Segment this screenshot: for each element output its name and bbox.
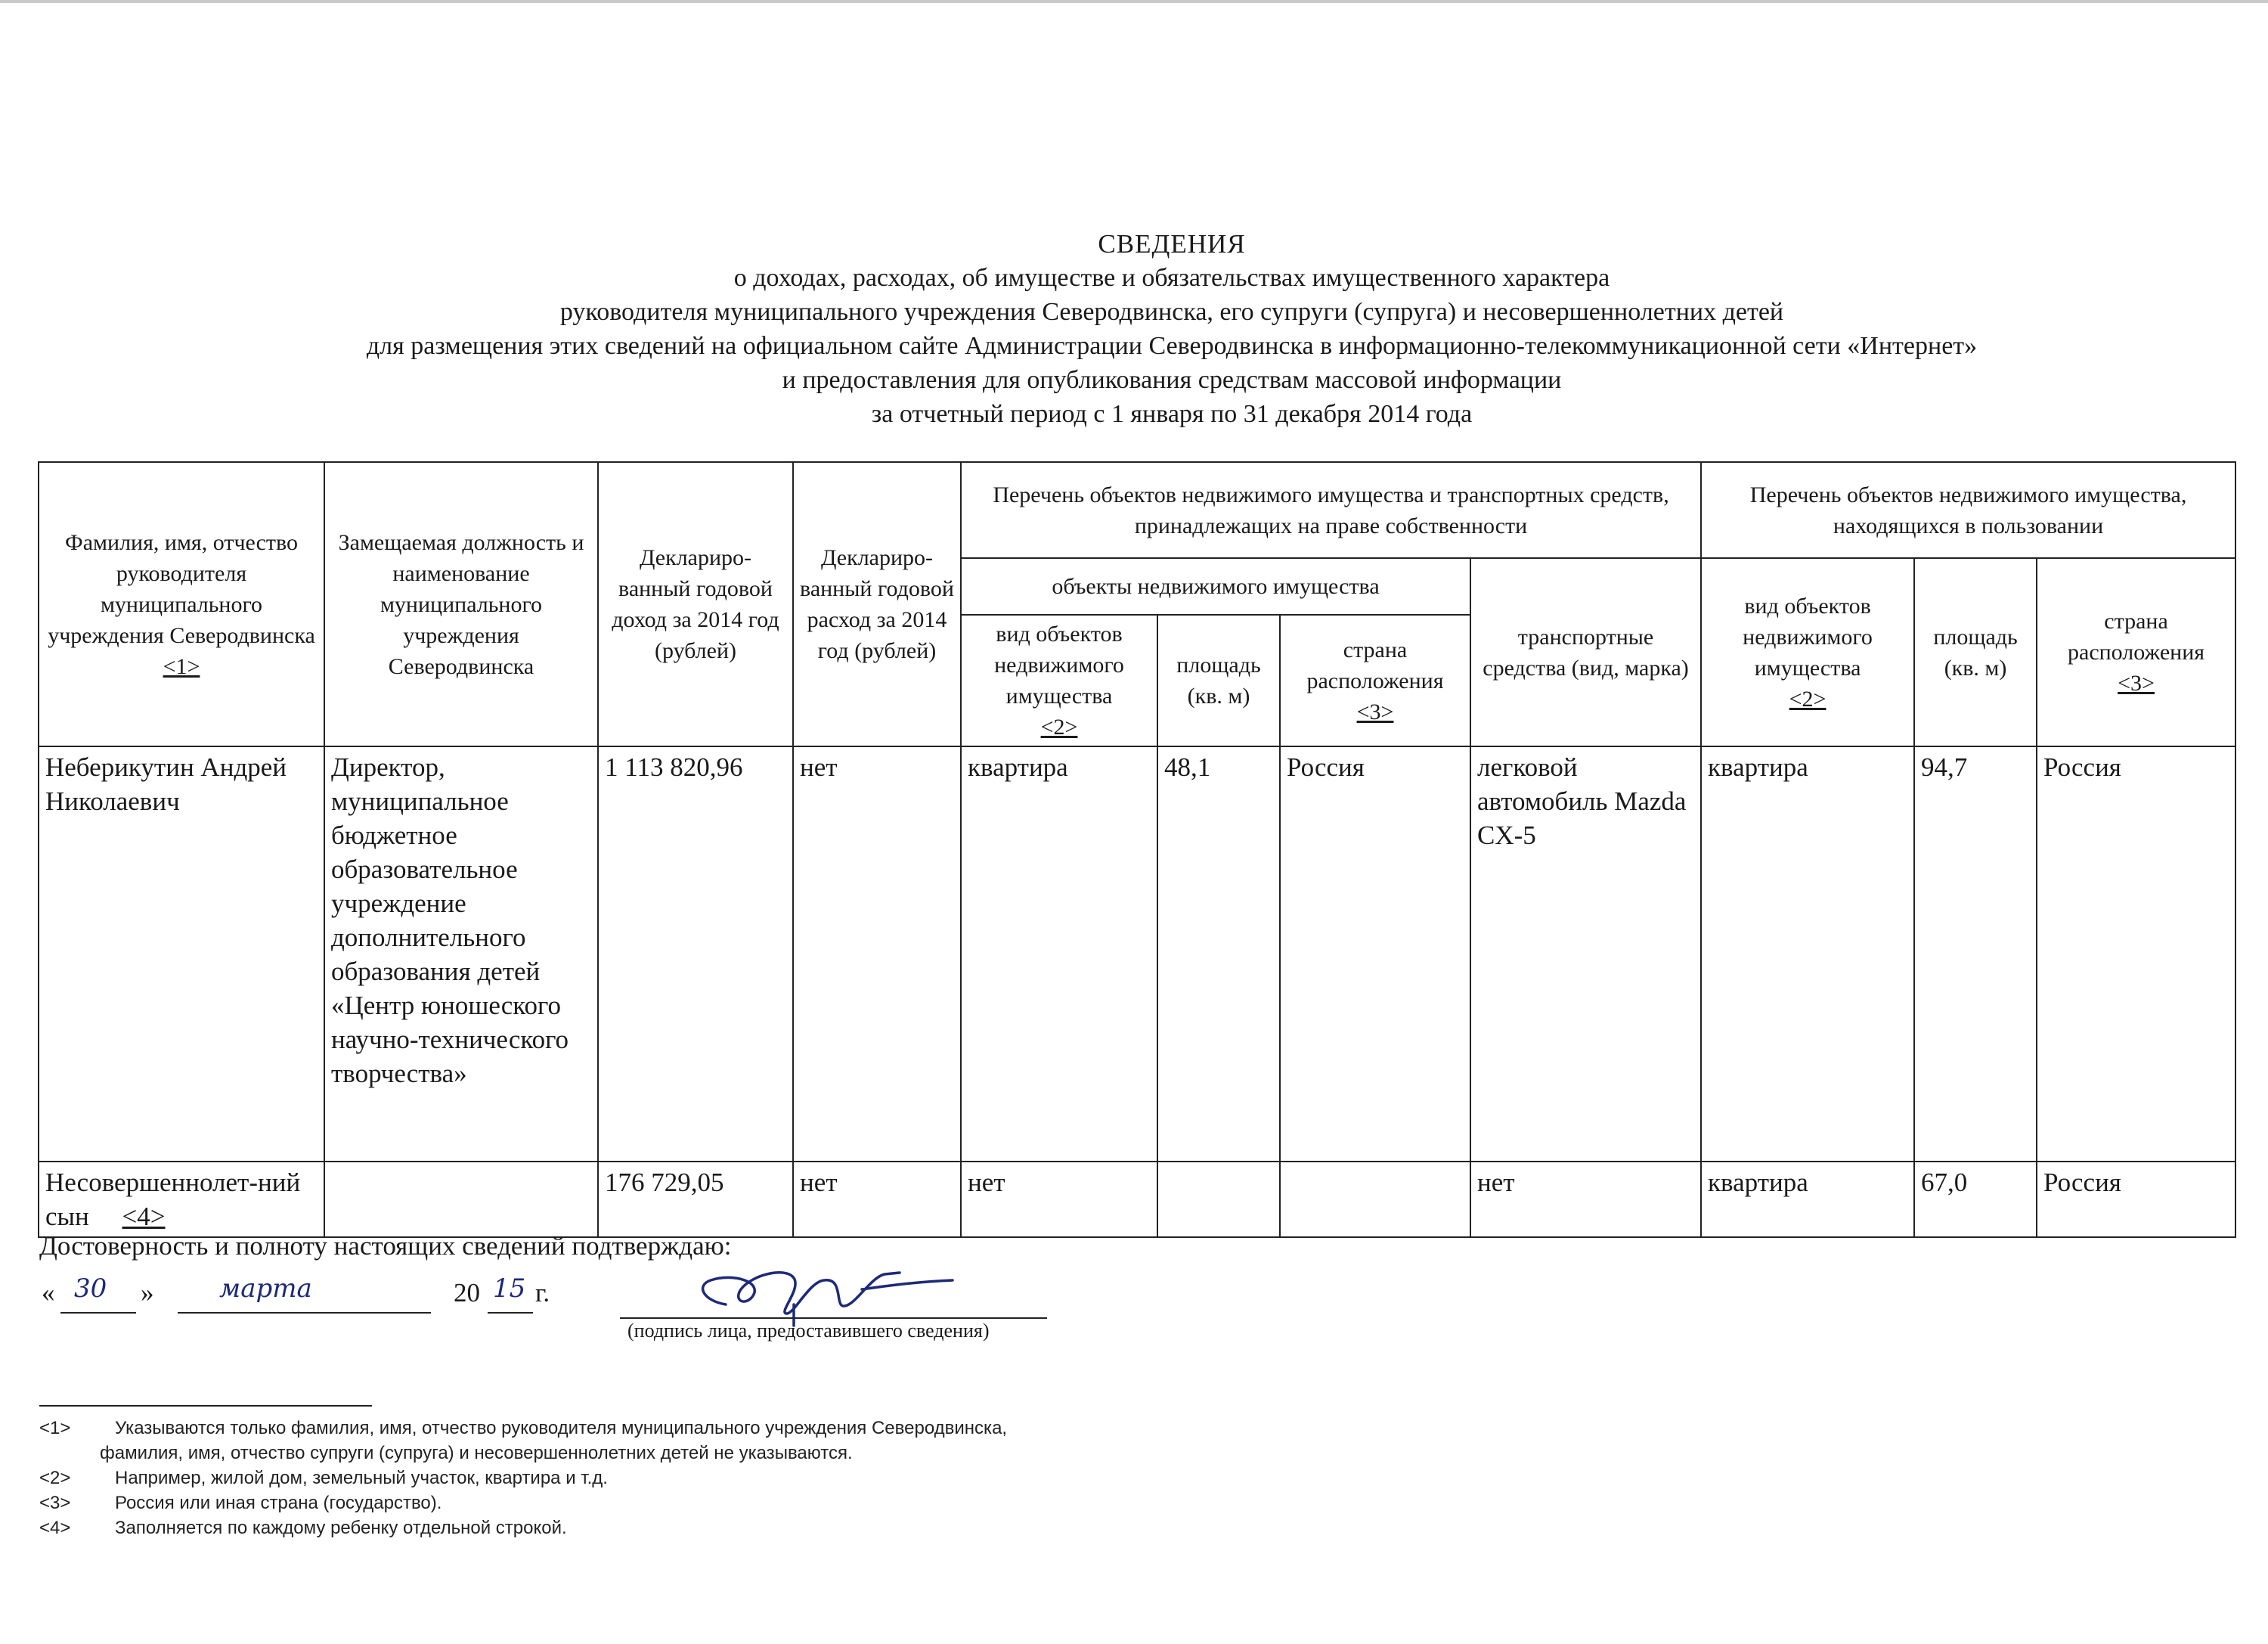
day-underline <box>60 1312 136 1314</box>
date-day: 30 <box>74 1273 107 1304</box>
footnote-ref-1: <1> <box>163 653 200 679</box>
footnote-item: фамилия, имя, отчество супруги (супруга) и несовершеннолетних детей не указываются. <box>100 1443 853 1463</box>
cell-expense: нет <box>793 1162 961 1237</box>
cell-position: Директор, муниципальное бюджетное образовательное учреждение дополнительного образования детей «Центр юношеского научно-технического творчества» <box>324 746 598 1162</box>
date-month: марта <box>219 1273 312 1304</box>
cell-owned-area: 48,1 <box>1157 746 1280 1162</box>
title-line: и предоставления для опубликования средствам массовой информации <box>782 366 1562 394</box>
cell-owned-area <box>1157 1162 1280 1237</box>
cell-used-country: Россия <box>2037 746 2235 1162</box>
footnote-item: <1> Указываются только фамилия, имя, отчество руководителя муниципального учреждения Северодвинска, <box>39 1418 1008 1438</box>
header-expense: Деклариро-ванный годовой расход за 2014 год (рублей) <box>793 462 961 746</box>
title-period: за отчетный период с 1 января по 31 декабря 2014 года <box>871 400 1473 428</box>
cell-income: 176 729,05 <box>598 1162 793 1237</box>
date-year-suffix: 15 <box>493 1273 526 1304</box>
header-row <box>39 462 2235 558</box>
header-transport: транспортные средства (вид, марка) <box>1470 558 1701 746</box>
signature-caption: (подпись лица, предоставившего сведения) <box>627 1320 990 1342</box>
cell-used-area: 67,0 <box>1914 1162 2037 1237</box>
cell-used-type: квартира <box>1701 1162 1914 1237</box>
header-position: Замещаемая должность и наименование муниципального учреждения Северодвинска <box>324 462 598 746</box>
cell-transport: нет <box>1470 1162 1701 1237</box>
cell-name: Несовершеннолет-ний сын <4> <box>39 1162 324 1237</box>
footnote-ref-4: <4> <box>122 1202 166 1231</box>
title-line: о доходах, расходах, об имуществе и обязательствах имущественного характера <box>733 264 1610 292</box>
table-row <box>39 1162 2235 1237</box>
header-used-area: площадь (кв. м) <box>1914 558 2037 746</box>
declaration-table <box>38 461 2236 1238</box>
scan-edge <box>0 0 2268 3</box>
header-owned-realty: объекты недвижимого имущества <box>961 558 1470 615</box>
title-heading: СВЕДЕНИЯ <box>1098 229 1246 259</box>
cell-used-type: квартира <box>1701 746 1914 1162</box>
cell-income: 1 113 820,96 <box>598 746 793 1162</box>
footnote-ref-3: <3> <box>2118 671 2155 696</box>
footnote-item: <4> Заполняется по каждому ребенку отдельной строкой. <box>39 1518 567 1538</box>
cell-transport: легковой автомобиль Mazda CX-5 <box>1470 746 1701 1162</box>
header-owned-country: страна расположения <3> <box>1280 615 1470 746</box>
cell-used-country: Россия <box>2037 1162 2235 1237</box>
footnote-ref-2: <2> <box>1789 686 1826 712</box>
header-owned-group: Перечень объектов недвижимого имущества и транспортных средств, принадлежащих на праве собственности <box>961 462 1701 558</box>
table-row <box>39 746 2235 1162</box>
footnote-ref-2: <2> <box>1040 715 1078 740</box>
title-line: для размещения этих сведений на официальном сайте Администрации Северодвинска в информационно-телекоммуникационной сети «Интернет» <box>366 332 1978 360</box>
cell-owned-country: Россия <box>1280 746 1470 1162</box>
date-quote-open: « <box>42 1278 55 1307</box>
month-underline <box>178 1312 431 1314</box>
header-used-country: страна расположения <3> <box>2037 558 2235 746</box>
cell-expense: нет <box>793 746 961 1162</box>
footnote-ref-3: <3> <box>1356 699 1394 724</box>
cell-used-area: 94,7 <box>1914 746 2037 1162</box>
document-title <box>0 227 2268 431</box>
footnote-item: <2> Например, жилой дом, земельный участок, квартира и т.д. <box>39 1468 608 1488</box>
header-name: Фамилия, имя, отчество руководителя муниципального учреждения Северодвинска <1> <box>39 462 324 746</box>
footnote-item: <3> Россия или иная страна (государство). <box>39 1493 442 1513</box>
cell-owned-country <box>1280 1162 1470 1237</box>
cell-position <box>324 1162 598 1237</box>
header-owned-type: вид объектов недвижимого имущества <2> <box>961 615 1157 746</box>
year-underline <box>488 1312 533 1314</box>
date-year-prefix: 20 <box>454 1278 480 1307</box>
cell-owned-type: квартира <box>961 746 1157 1162</box>
cell-owned-type: нет <box>961 1162 1157 1237</box>
title-line: руководителя муниципального учреждения Северодвинска, его супруги (супруга) и несовершеннолетних детей <box>559 298 1784 326</box>
header-income: Деклариро-ванный годовой доход за 2014 год (рублей) <box>598 462 793 746</box>
confirmation-text: Достоверность и полноту настоящих сведений подтверждаю: <box>39 1231 732 1261</box>
date-quote-close: » <box>141 1278 154 1307</box>
footnote-divider <box>39 1405 372 1407</box>
header-used-type: вид объектов недвижимого имущества <2> <box>1701 558 1914 746</box>
cell-name: Неберикутин Андрей Николаевич <box>39 746 324 1162</box>
footnotes <box>39 1416 1007 1540</box>
date-year-end: г. <box>535 1278 550 1307</box>
signature-underline <box>620 1317 1047 1319</box>
header-owned-area: площадь (кв. м) <box>1157 615 1280 746</box>
header-used-group: Перечень объектов недвижимого имущества, находящихся в пользовании <box>1701 462 2235 558</box>
